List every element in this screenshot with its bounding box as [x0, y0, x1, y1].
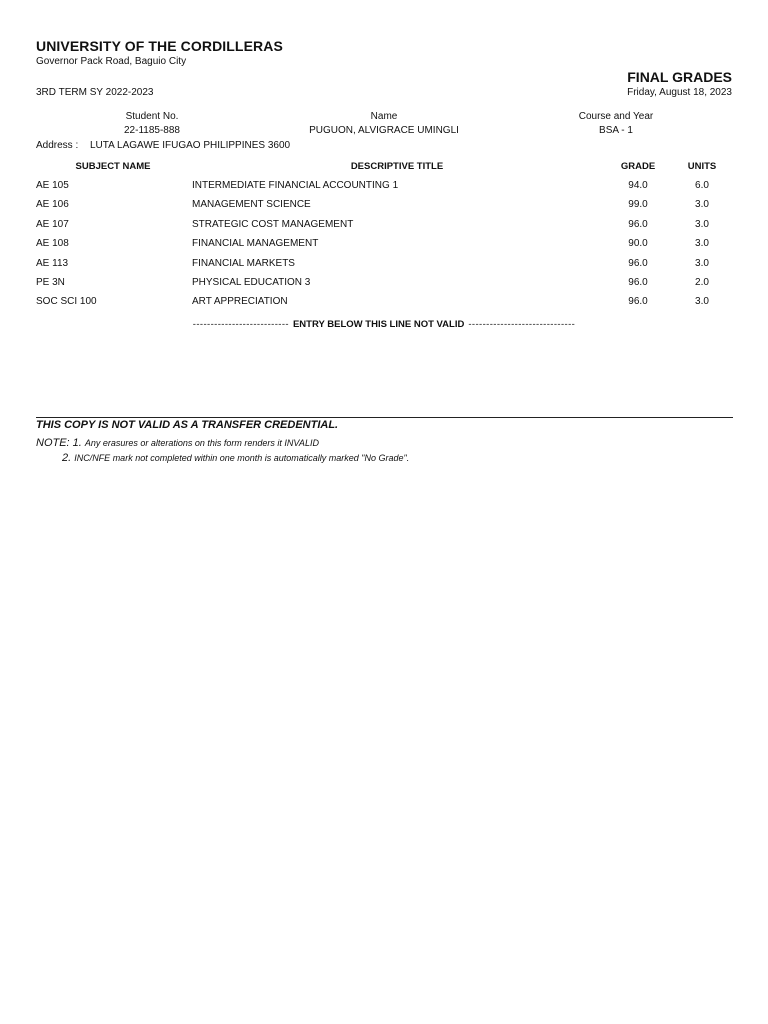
table-row: [0, 176, 768, 195]
subject-code: AE 108: [36, 238, 69, 250]
document-title: FINAL GRADES: [627, 69, 732, 85]
header-subject-name: SUBJECT NAME: [75, 161, 151, 172]
descriptive-title: ART APPRECIATION: [192, 296, 288, 308]
student-name-label: Name: [370, 111, 398, 122]
grade-value: 90.0: [628, 238, 648, 250]
note-2-text: INC/NFE mark not completed within one month is automatically marked "No Grade".: [74, 453, 410, 463]
units-value: 3.0: [695, 257, 709, 269]
units-value: 3.0: [695, 296, 709, 308]
units-value: 3.0: [695, 218, 709, 230]
subject-code: AE 107: [36, 218, 69, 230]
header-grade: GRADE: [620, 161, 656, 172]
address-row: [36, 140, 290, 151]
subject-code: SOC SCI 100: [36, 296, 97, 308]
table-row: [0, 292, 768, 311]
grade-value: 96.0: [628, 218, 648, 230]
student-number-label: Student No.: [125, 111, 179, 122]
course-year: BSA - 1: [599, 125, 633, 136]
student-number-block: [102, 110, 202, 138]
subject-code: AE 113: [36, 257, 69, 269]
grades-table-body: [0, 176, 768, 312]
descriptive-title: FINANCIAL MANAGEMENT: [192, 238, 319, 250]
school-address: Governor Pack Road, Baguio City: [36, 56, 187, 67]
grade-value: 94.0: [628, 180, 648, 191]
footer-divider: [36, 417, 733, 418]
subject-code: PE 3N: [36, 276, 65, 288]
address-label: Address :: [36, 140, 79, 151]
course-year-label: Course and Year: [578, 111, 654, 122]
dash-line-right: ------------------------------: [468, 319, 576, 330]
units-value: 3.0: [695, 238, 709, 250]
units-value: 2.0: [695, 276, 709, 288]
note-2: [62, 448, 409, 466]
subject-code: AE 105: [36, 180, 69, 191]
entry-invalid-text: ENTRY BELOW THIS LINE NOT VALID: [292, 319, 465, 330]
term-label: 3RD TERM SY 2022-2023: [36, 87, 154, 98]
descriptive-title: STRATEGIC COST MANAGEMENT: [192, 218, 354, 230]
grade-value: 96.0: [628, 276, 648, 288]
table-row: [0, 254, 768, 273]
print-date: Friday, August 18, 2023: [627, 87, 732, 98]
grade-value: 96.0: [628, 296, 648, 308]
course-year-block: [556, 110, 676, 138]
student-number: 22-1185-888: [124, 125, 180, 136]
note-label: NOTE: 1.: [36, 437, 82, 449]
descriptive-title: MANAGEMENT SCIENCE: [192, 199, 311, 211]
descriptive-title: INTERMEDIATE FINANCIAL ACCOUNTING 1: [192, 180, 399, 191]
entry-end-line: [0, 319, 768, 330]
transfer-credential-notice: THIS COPY IS NOT VALID AS A TRANSFER CREDENTIAL.: [36, 419, 339, 431]
subject-code: AE 106: [36, 199, 69, 211]
table-row: [0, 234, 768, 253]
note-2-number: 2.: [62, 452, 72, 464]
header-descriptive-title: DESCRIPTIVE TITLE: [350, 161, 444, 172]
school-name: UNIVERSITY OF THE CORDILLERAS: [36, 38, 283, 54]
student-name-block: [264, 110, 504, 138]
address-value: LUTA LAGAWE IFUGAO PHILIPPINES 3600: [90, 140, 291, 151]
descriptive-title: PHYSICAL EDUCATION 3: [192, 276, 311, 288]
units-value: 3.0: [695, 199, 709, 211]
note-1-text: Any erasures or alterations on this form renders it INVALID: [84, 438, 319, 448]
grade-value: 96.0: [628, 257, 648, 269]
table-row: [0, 273, 768, 292]
grade-value: 99.0: [628, 199, 648, 211]
descriptive-title: FINANCIAL MARKETS: [192, 257, 295, 269]
table-row: [0, 215, 768, 234]
units-value: 6.0: [695, 180, 709, 191]
header-units: UNITS: [687, 161, 717, 172]
student-name: PUGUON, ALVIGRACE UMINGLI: [309, 125, 459, 136]
dash-line-left: ---------------------------: [192, 319, 289, 330]
table-row: [0, 195, 768, 214]
